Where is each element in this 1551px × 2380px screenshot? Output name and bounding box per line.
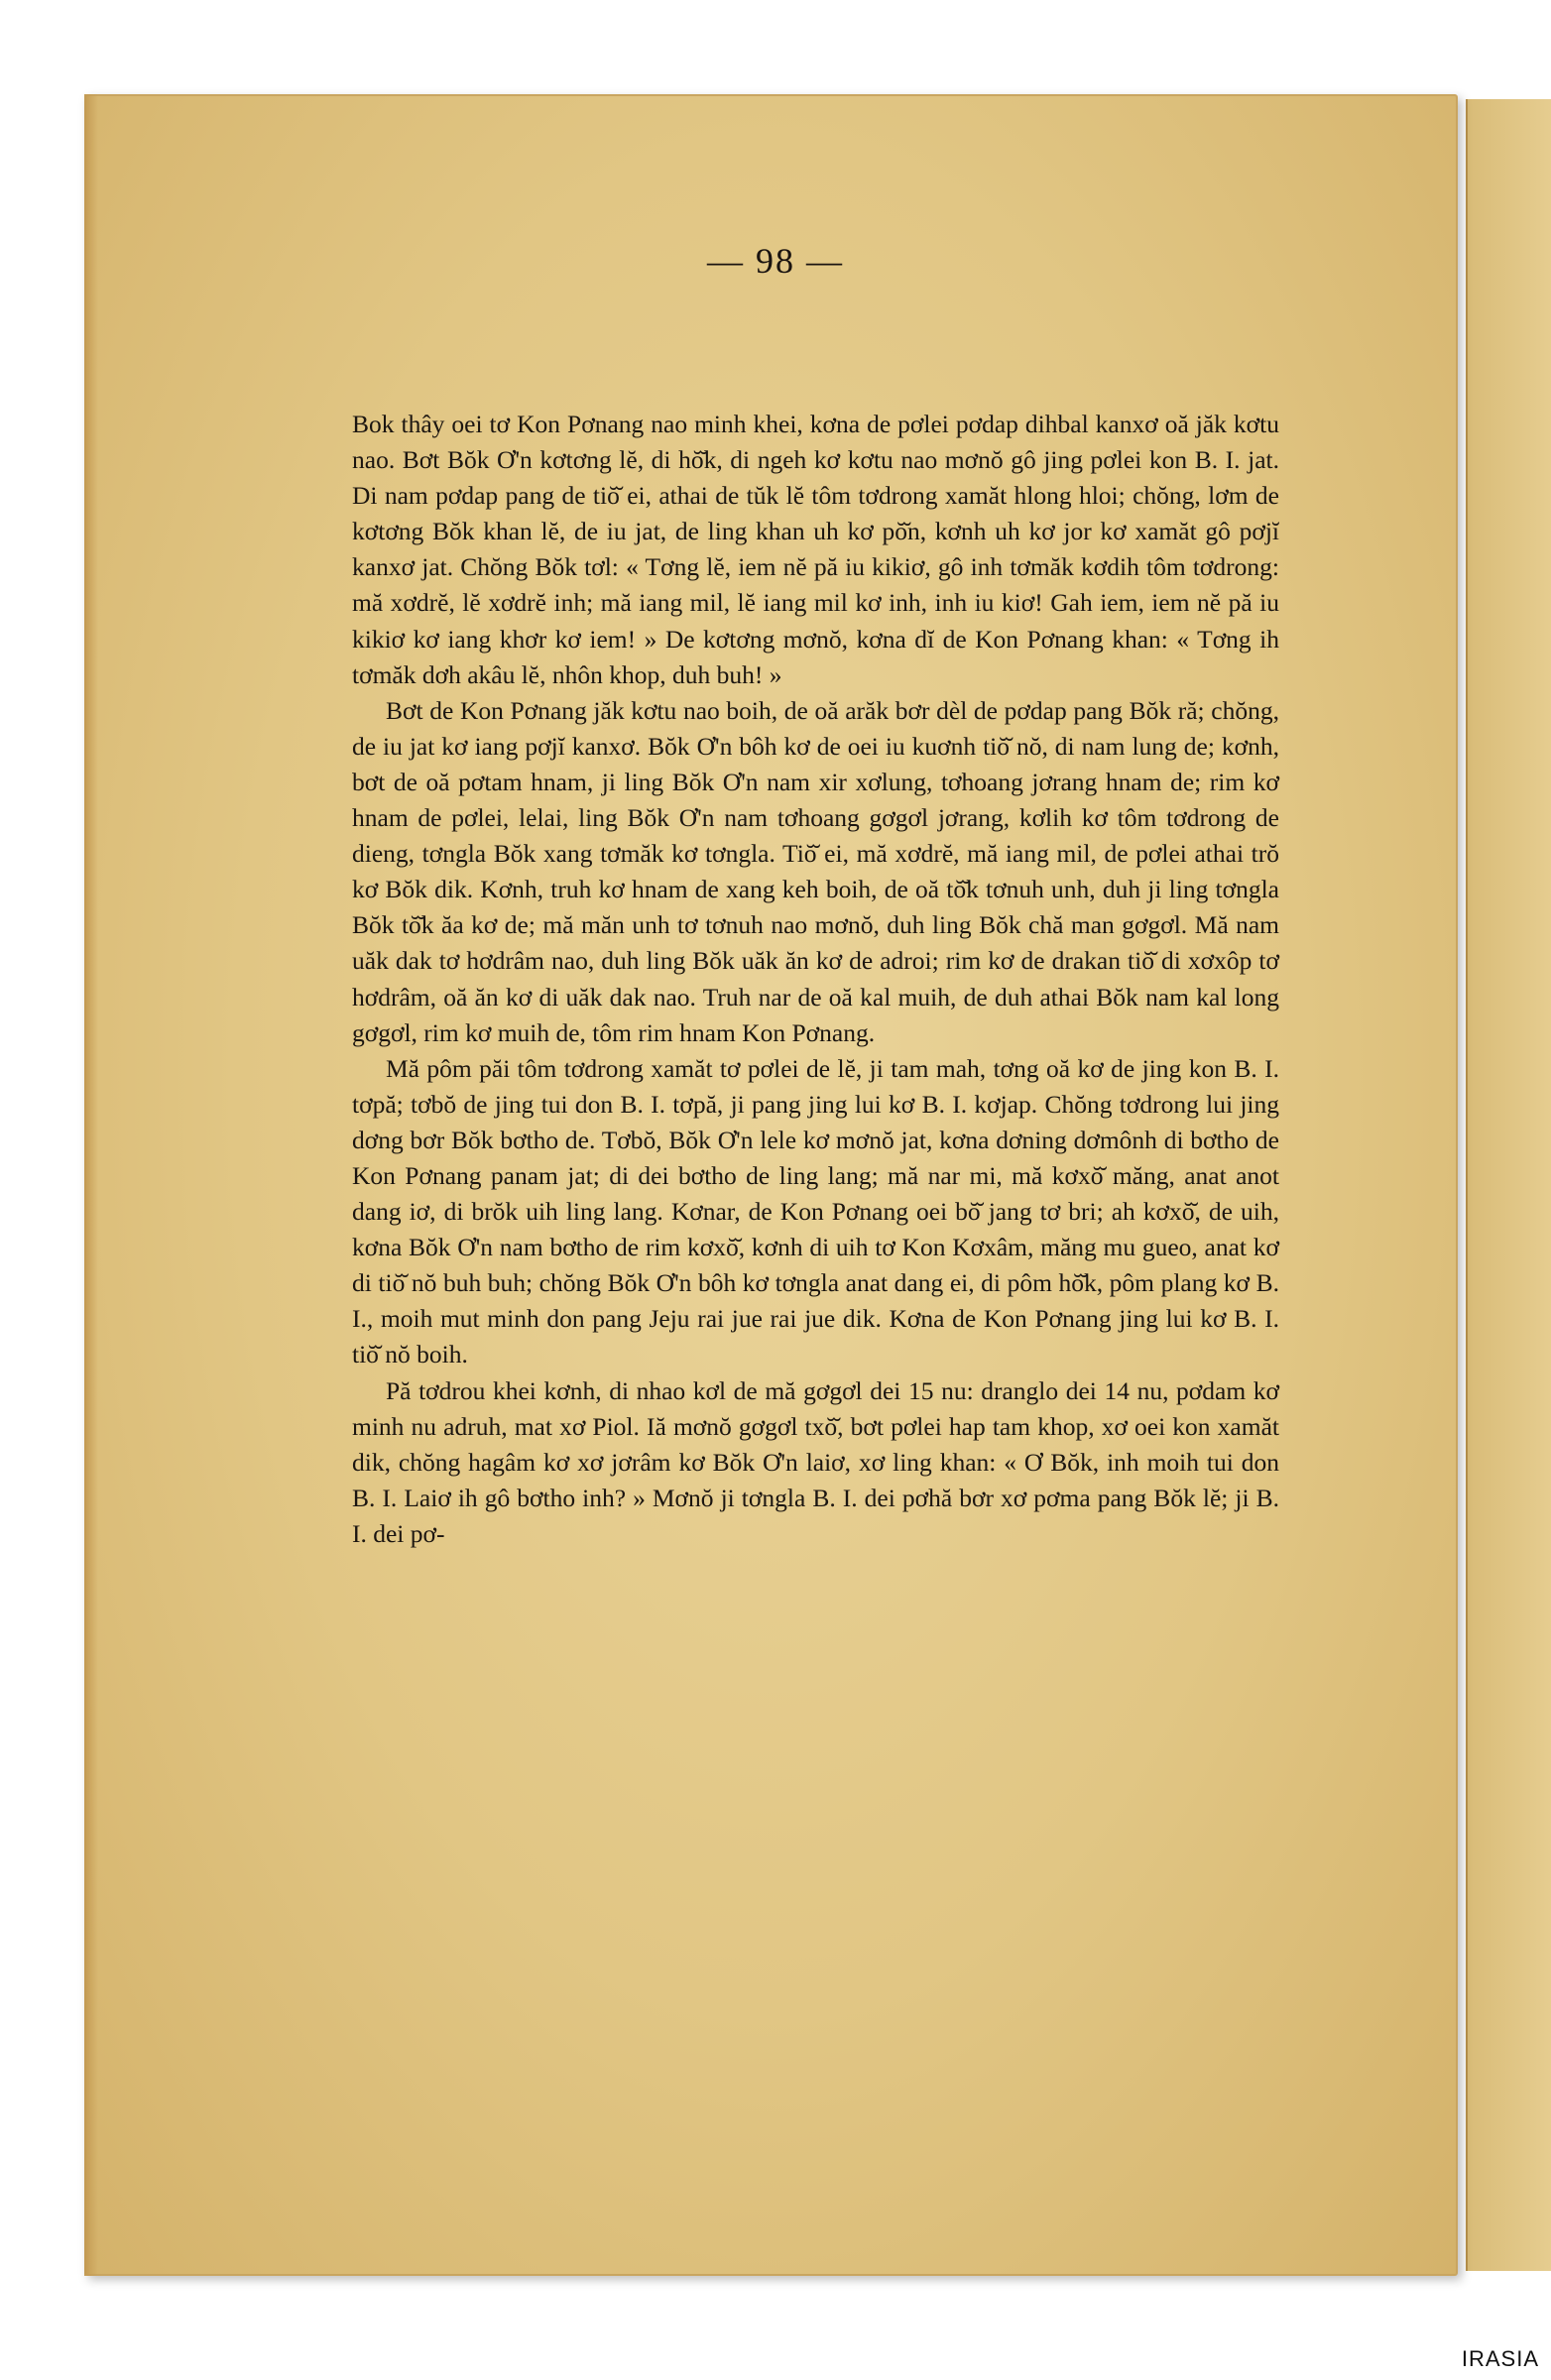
page-text-body [352, 407, 1279, 1552]
page-number: — 98 — [707, 241, 844, 281]
paragraph-1: Bok thây oei tơ Kon Pơnang nao minh khei, kơna de pơlei pơdap dihbal kanxơ oă jăk kơtu nao. Bơt Bŏk Ơ'n kơtơng lĕ, di hŏ̆k, di ngeh kơ kơtu nao mơnŏ gô jing pơlei kon B. I. jat. Di nam pơdap pang de tiŏ̆ ei, athai de tŭk lĕ tôm tơdrong xamăt hlong hloi; chŏng, lơm de kơtơng Bŏk khan lĕ, de iu jat, de ling khan uh kơ pŏ̆n, kơnh uh kơ jor kơ xamăt gô pơjĭ kanxơ jat. Chŏng Bŏk tơl: « Tơng lĕ, iem nĕ pă iu kikiơ, gô inh tơmăk kơdih tôm tơdrong: mă xơdrĕ, lĕ xơdrĕ inh; mă iang mil, lĕ iang mil kơ inh, inh iu kiơ! Gah iem, iem nĕ pă iu kikiơ kơ iang khơr kơ iem! » De kơtơng mơnŏ, kơna dĭ de Kon Pơnang khan: « Tơng ih tơmăk dơh akâu lĕ, nhôn khop, duh buh! » [352, 410, 1279, 689]
paragraph-3: Mă pôm păi tôm tơdrong xamăt tơ pơlei de lĕ, ji tam mah, tơng oă kơ de jing kon B. I. tơpă; tơbŏ de jing tui don B. I. tơpă, ji pang jing lui kơ B. I. kơjap. Chŏng tơdrong lui jing dơng bơr Bŏk bơtho de. Tơbŏ, Bŏk Ơ'n lele kơ mơnŏ jat, kơna dơning dơmônh di bơtho de Kon Pơnang panam jat; di dei bơtho de ling lang; mă nar mi, mă kơxŏ̆ măng, anat anot dang iơ, di brŏk uih ling lang. Kơnar, de Kon Pơnang oei bŏ̆ jang tơ bri; ah kơxŏ̆, de uih, kơna Bŏk Ơ'n nam bơtho de rim kơxŏ̆, kơnh di uih tơ Kon Kơxâm, măng mu gueo, anat kơ di tiŏ̆ nŏ buh buh; chŏng Bŏk Ơ'n bôh kơ tơngla anat dang ei, di pôm hŏ̆k, pôm plang kơ B. I., moih mut minh don pang Jeju rai jue rai jue dik. Kơna de Kon Pơnang jing lui kơ B. I. tiŏ̆ nŏ boih. [352, 1053, 1279, 1369]
adjacent-page-edge [1466, 99, 1551, 2271]
source-watermark: IRASIA [1461, 2346, 1539, 2371]
paragraph-4: Pă tơdrou khei kơnh, di nhao kơl de mă gơgơl dei 15 nu: dranglo dei 14 nu, pơdam kơ minh nu adruh, mat xơ Piol. Iă mơnŏ gơgơl txŏ̆, bơt pơlei hap tam khop, xơ oei kon xamăt dik, chŏng hagâm kơ xơ jơrâm kơ Bŏk Ơ'n laiơ, xơ ling khan: « Ơ Bŏk, inh moih tui don B. I. Laiơ ih gô bơtho inh? » Mơnŏ ji tơngla B. I. dei pơhă bơr xơ pơma pang Bŏk lĕ; ji B. I. dei pơ- [352, 1375, 1279, 1548]
paragraph-2: Bơt de Kon Pơnang jăk kơtu nao boih, de oă arăk bơr dèl de pơdap pang Bŏk ră; chŏng, de iu jat kơ iang pơjĭ kanxơ. Bŏk Ơ'n bôh kơ de oei iu kuơnh tiŏ̆ nŏ, di nam lung de; kơnh, bơt de oă pơtam hnam, ji ling Bŏk Ơ'n nam xir xơlung, tơhoang jơrang hnam de; rim kơ hnam de pơlei, lelai, ling Bŏk Ơ'n nam tơhoang gơgơl jơrang, kơlih kơ tôm tơdrong de dieng, tơngla Bŏk xang tơmăk kơ tơngla. Tiŏ̆ ei, mă xơdrĕ, mă iang mil, de pơlei athai trŏ kơ Bŏk dik. Kơnh, truh kơ hnam de xang keh boih, de oă tŏ̆k tơnuh unh, duh ji ling tơngla Bŏk tŏ̆k ăa kơ de; mă măn unh tơ tơnuh nao mơnŏ, duh ling Bŏk chă man gơgơl. Mă nam uăk dak tơ hơdrâm nao, duh ling Bŏk uăk ăn kơ de adroi; rim kơ de drakan tiŏ̆ di xơxôp tơ hơdrâm, oă ăn kơ di uăk dak nao. Truh nar de oă kal muih, de duh athai Bŏk nam kal long gơgơl, rim kơ muih de, tôm rim hnam Kon Pơnang. [352, 695, 1279, 1047]
